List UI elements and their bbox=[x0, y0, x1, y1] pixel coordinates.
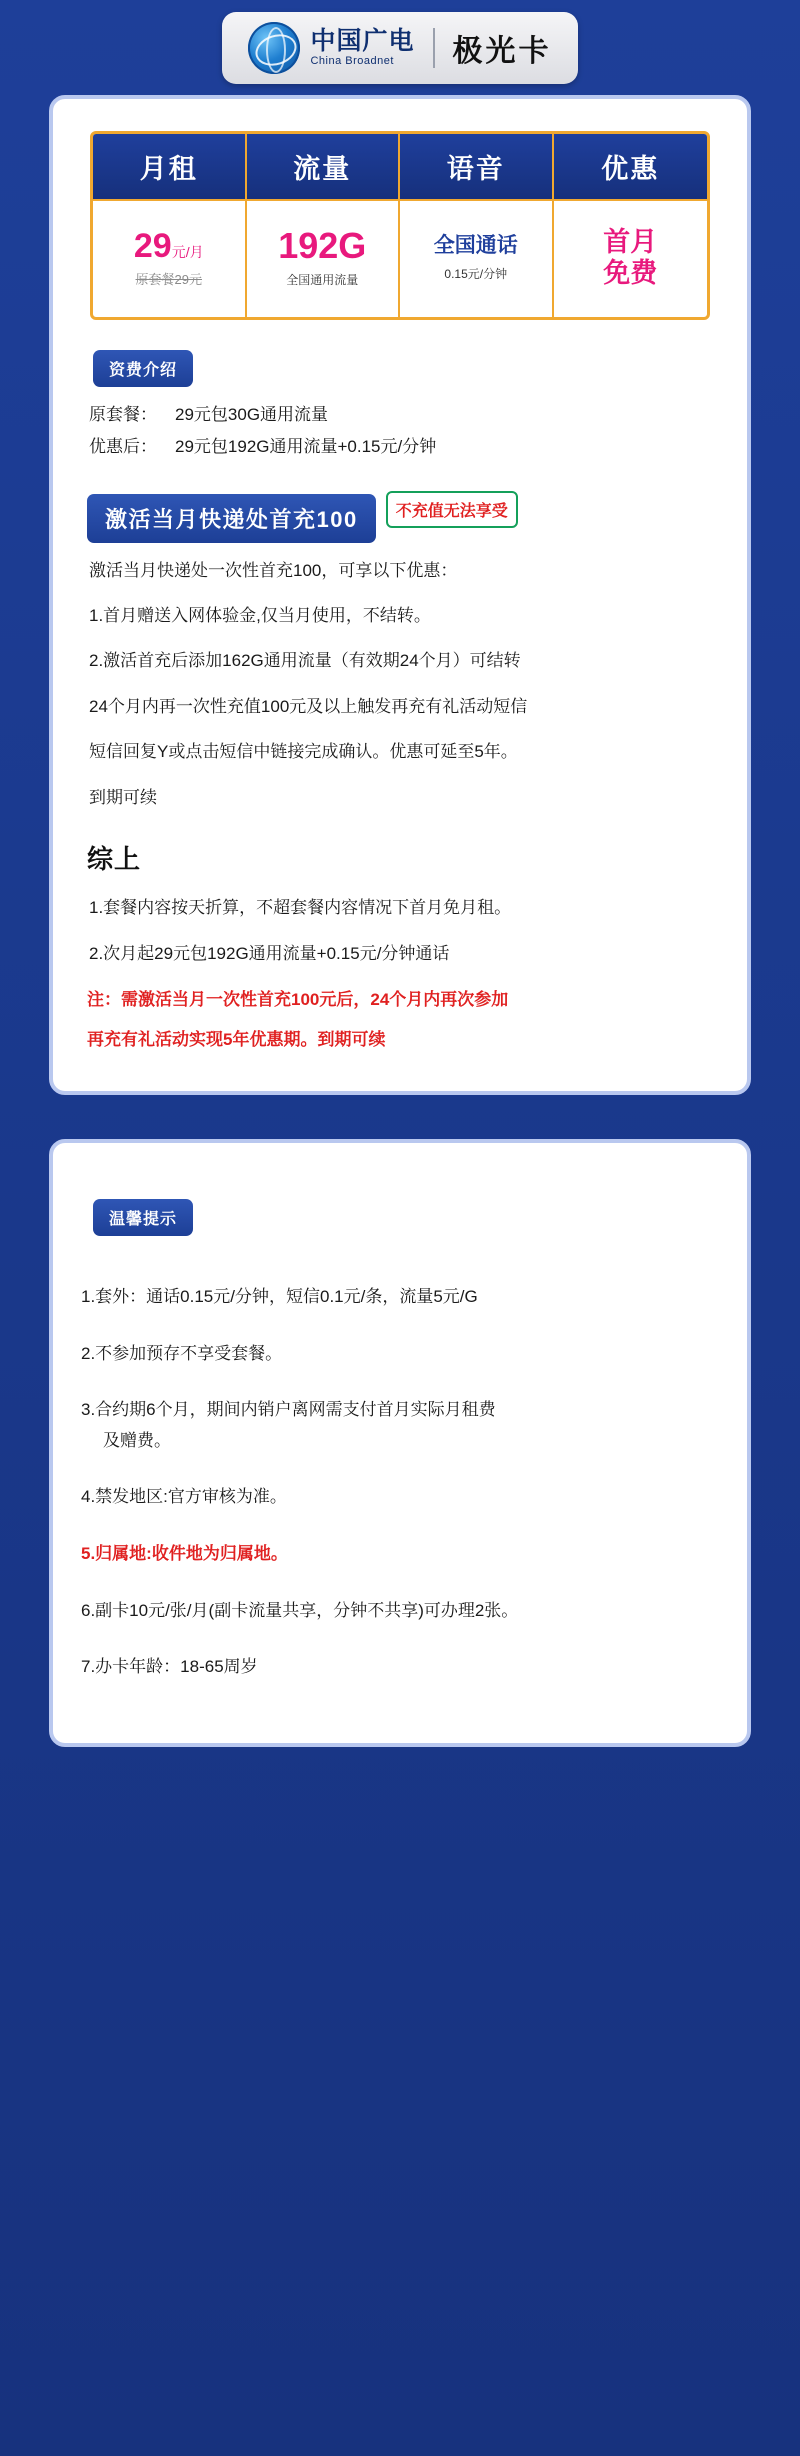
data-sub: 全国通用流量 bbox=[286, 273, 359, 287]
tariff-key-original: 原套餐： bbox=[89, 405, 157, 424]
tips-item-3 bbox=[81, 1395, 719, 1456]
col-header-voice: 语音 bbox=[400, 134, 554, 199]
voice-main: 全国通话 bbox=[433, 233, 518, 257]
tariff-row-original bbox=[89, 399, 719, 431]
tips-item-2: 2.不参加预存不享受套餐。 bbox=[81, 1343, 283, 1363]
tariff-value-discount: 29元包192G通用流量+0.15元/分钟 bbox=[175, 437, 437, 457]
summary-title: 综上 bbox=[87, 844, 142, 875]
tips-item-4: 4.禁发地区:官方审核为准。 bbox=[81, 1487, 287, 1507]
cell-data bbox=[247, 199, 401, 317]
brand-name-cn: 中国广电 bbox=[310, 26, 415, 55]
section-tag-activation: 激活当月快递处首充100 bbox=[87, 494, 376, 543]
brand-header bbox=[0, 0, 800, 95]
cell-promo bbox=[554, 199, 708, 317]
tariff-value-original: 29元包30G通用流量 bbox=[175, 405, 329, 424]
activation-item-3: 24个月内再一次性充值100元及以上触发再充有礼活动短信 bbox=[89, 696, 528, 716]
voice-sub: 0.15元/分钟 bbox=[444, 266, 508, 281]
summary-item-2: 2.次月起29元包192G通用流量+0.15元/分钟通话 bbox=[89, 943, 450, 963]
tips-item-7: 7.办卡年龄：18-65周岁 bbox=[81, 1657, 258, 1677]
brand-logo-text bbox=[310, 28, 414, 68]
summary-note-line-2: 再充有礼活动实现5年优惠期。到期可续 bbox=[87, 1030, 386, 1050]
activation-item-5: 到期可续 bbox=[89, 787, 157, 807]
price-table-value-row bbox=[93, 199, 707, 317]
summary-item-1: 1.套餐内容按天折算，不超套餐内容情况下首月免月租。 bbox=[89, 898, 512, 918]
price-table-header-row bbox=[93, 134, 707, 199]
col-header-promo: 优惠 bbox=[554, 134, 708, 199]
data-amount: 192G bbox=[278, 225, 367, 266]
fee-amount bbox=[97, 226, 241, 265]
fee-amount-unit: 元/月 bbox=[171, 243, 204, 260]
fee-amount-value: 29 bbox=[133, 226, 172, 265]
product-name: 极光卡 bbox=[452, 34, 552, 68]
tips-item-3-text: 3.合约期6个月，期间内销户离网需支付首月实际月租费 bbox=[81, 1400, 496, 1420]
brand-divider bbox=[433, 28, 435, 68]
brand-name-en: China Broadnet bbox=[310, 54, 394, 67]
activation-item-4: 短信回复Y或点击短信中链接完成确认。优惠可延至5年。 bbox=[89, 742, 518, 762]
activation-item-1: 1.首月赠送入网体验金,仅当月使用，不结转。 bbox=[89, 606, 431, 626]
summary-note-line-1: 注：需激活当月一次性首充100元后，24个月内再次参加 bbox=[87, 990, 509, 1010]
fee-original: 原套餐29元 bbox=[135, 271, 202, 287]
activation-intro: 激活当月快递处一次性首充100，可享以下优惠： bbox=[89, 560, 458, 580]
tips-item-1: 1.套外：通话0.15元/分钟，短信0.1元/条，流量5元/G bbox=[81, 1287, 478, 1307]
brand-pill bbox=[222, 12, 577, 84]
tips-item-6: 6.副卡10元/张/月(副卡流量共享，分钟不共享)可办理2张。 bbox=[81, 1600, 519, 1620]
activation-warning-badge: 不充值无法享受 bbox=[386, 491, 518, 528]
tips-item-5: 5.归属地:收件地为归属地。 bbox=[81, 1544, 288, 1564]
col-header-fee: 月租 bbox=[93, 134, 247, 199]
activation-item-2: 2.激活首充后添加162G通用流量（有效期24个月）可结转 bbox=[89, 651, 521, 671]
tips-list bbox=[81, 1282, 719, 1683]
section-tag-tips: 温馨提示 bbox=[93, 1199, 193, 1236]
cell-fee bbox=[93, 199, 247, 317]
promo-line-1: 首月 bbox=[603, 226, 658, 257]
price-table bbox=[90, 131, 710, 320]
tariff-key-discount: 优惠后： bbox=[89, 437, 157, 457]
promo-line-2: 免费 bbox=[603, 258, 658, 288]
cell-voice bbox=[400, 199, 554, 317]
col-header-data: 流量 bbox=[247, 134, 401, 199]
tips-card bbox=[49, 1139, 751, 1747]
china-broadnet-globe-icon bbox=[248, 22, 300, 74]
activation-tag-row bbox=[81, 464, 719, 555]
main-card bbox=[49, 95, 751, 1095]
tips-item-3-subtext: 及赠费。 bbox=[103, 1430, 171, 1450]
tariff-row-discount bbox=[89, 431, 719, 463]
section-tag-tariff: 资费介绍 bbox=[93, 350, 193, 387]
